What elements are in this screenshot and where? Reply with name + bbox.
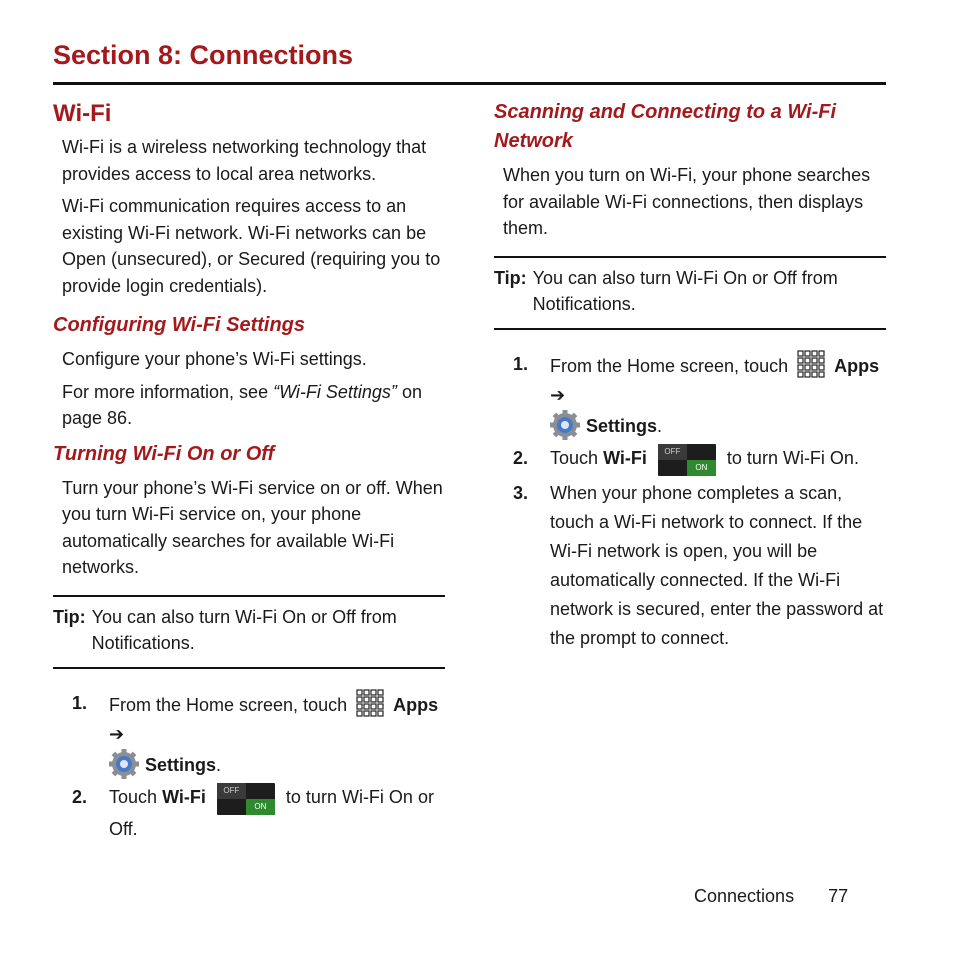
page-number: 77 (828, 886, 849, 906)
wifi-settings-reference-link[interactable]: “Wi-Fi Settings” (273, 381, 397, 402)
wifi-heading: Wi-Fi (53, 100, 112, 127)
step-body (109, 783, 445, 844)
left-column (53, 98, 445, 847)
settings-label: Settings (145, 754, 217, 775)
tip-line (53, 604, 445, 657)
right-column (494, 98, 886, 656)
step-item (53, 689, 445, 780)
tip-box (53, 595, 445, 669)
footer-section-name: Connections (694, 886, 795, 906)
configuring-ref-prefix: For more information, see (62, 381, 274, 402)
step-item (53, 783, 445, 844)
step-item (494, 444, 886, 476)
step-suffix: to turn Wi-Fi On or Off. (109, 786, 434, 839)
wifi-toggle-icon (217, 783, 275, 815)
tip-label: Tip: (494, 267, 527, 288)
apps-label: Apps ➔ (550, 355, 880, 405)
apps-label: Apps ➔ (109, 694, 439, 744)
step-body (550, 444, 886, 476)
turning-paragraph: Turn your phone’s Wi-Fi service on or off. When you turn Wi-Fi service on, your phone automatically searches for available Wi-Fi networks. (62, 477, 443, 577)
wifi-intro-paragraph-1: Wi-Fi is a wireless networking technology that provides access to local area networks. (62, 137, 427, 184)
toggle-off-label: OFF (217, 783, 246, 799)
wifi-label: Wi-Fi (603, 447, 647, 468)
settings-gear-icon (109, 749, 139, 779)
step-item (494, 479, 886, 653)
step-body (550, 350, 886, 441)
steps-list (53, 689, 445, 844)
wifi-label: Wi-Fi (162, 786, 206, 807)
step-suffix: to turn Wi-Fi On. (726, 447, 859, 468)
page-footer (694, 886, 848, 907)
step-item (494, 350, 886, 441)
configuring-paragraph-2 (62, 379, 445, 432)
step-number: 1. (512, 353, 528, 374)
step-body: When your phone completes a scan, touch a Wi-Fi network to connect. If the Wi-Fi network is open, you will be automatically connected. If the Wi-Fi network is secured, enter the password at the prompt to connect. (550, 482, 884, 648)
section-title: Section 8: Connections (53, 40, 354, 70)
toggle-on-label: ON (687, 460, 716, 476)
step-prefix: Touch (109, 786, 158, 807)
turning-wifi-heading: Turning Wi-Fi On or Off (53, 442, 275, 465)
step-number: 3. (512, 482, 528, 503)
settings-label: Settings (586, 415, 658, 436)
tip-text: You can also turn Wi-Fi On or Off from Notifications. (91, 606, 397, 653)
toggle-on-label: ON (246, 799, 275, 815)
settings-gear-icon (550, 410, 580, 440)
wifi-toggle-icon (658, 444, 716, 476)
tip-box (494, 256, 886, 330)
title-divider (53, 82, 886, 85)
step-period: . (216, 754, 222, 775)
configuring-wifi-heading: Configuring Wi-Fi Settings (53, 314, 306, 336)
apps-grid-icon (797, 350, 825, 378)
scanning-heading: Scanning and Connecting to a Wi-Fi Network (494, 101, 837, 152)
step-number: 2. (71, 786, 87, 807)
configuring-paragraph-1: Configure your phone’s Wi-Fi settings. (62, 349, 367, 369)
step-number: 2. (512, 447, 528, 468)
tip-line (494, 265, 886, 318)
wifi-intro-paragraph-2: Wi-Fi communication requires access to an existing Wi-Fi network. Wi-Fi networks can be Open (unsecured), or Secured (requiring you to provide login credentials). (62, 196, 441, 296)
step-number: 1. (71, 692, 87, 713)
step-prefix: Touch (550, 447, 599, 468)
steps-list (494, 350, 886, 653)
tip-text: You can also turn Wi-Fi On or Off from Notifications. (532, 267, 838, 314)
toggle-off-label: OFF (658, 444, 687, 460)
scanning-paragraph: When you turn on Wi-Fi, your phone searches for available Wi-Fi connections, then displays them. (503, 165, 871, 238)
apps-grid-icon (356, 689, 384, 717)
step-text: From the Home screen, touch (109, 694, 348, 715)
configuring-ref-suffix: on page 86. (62, 381, 422, 428)
step-period: . (657, 415, 663, 436)
step-text: From the Home screen, touch (550, 355, 789, 376)
tip-label: Tip: (53, 606, 86, 627)
step-body (109, 689, 445, 780)
